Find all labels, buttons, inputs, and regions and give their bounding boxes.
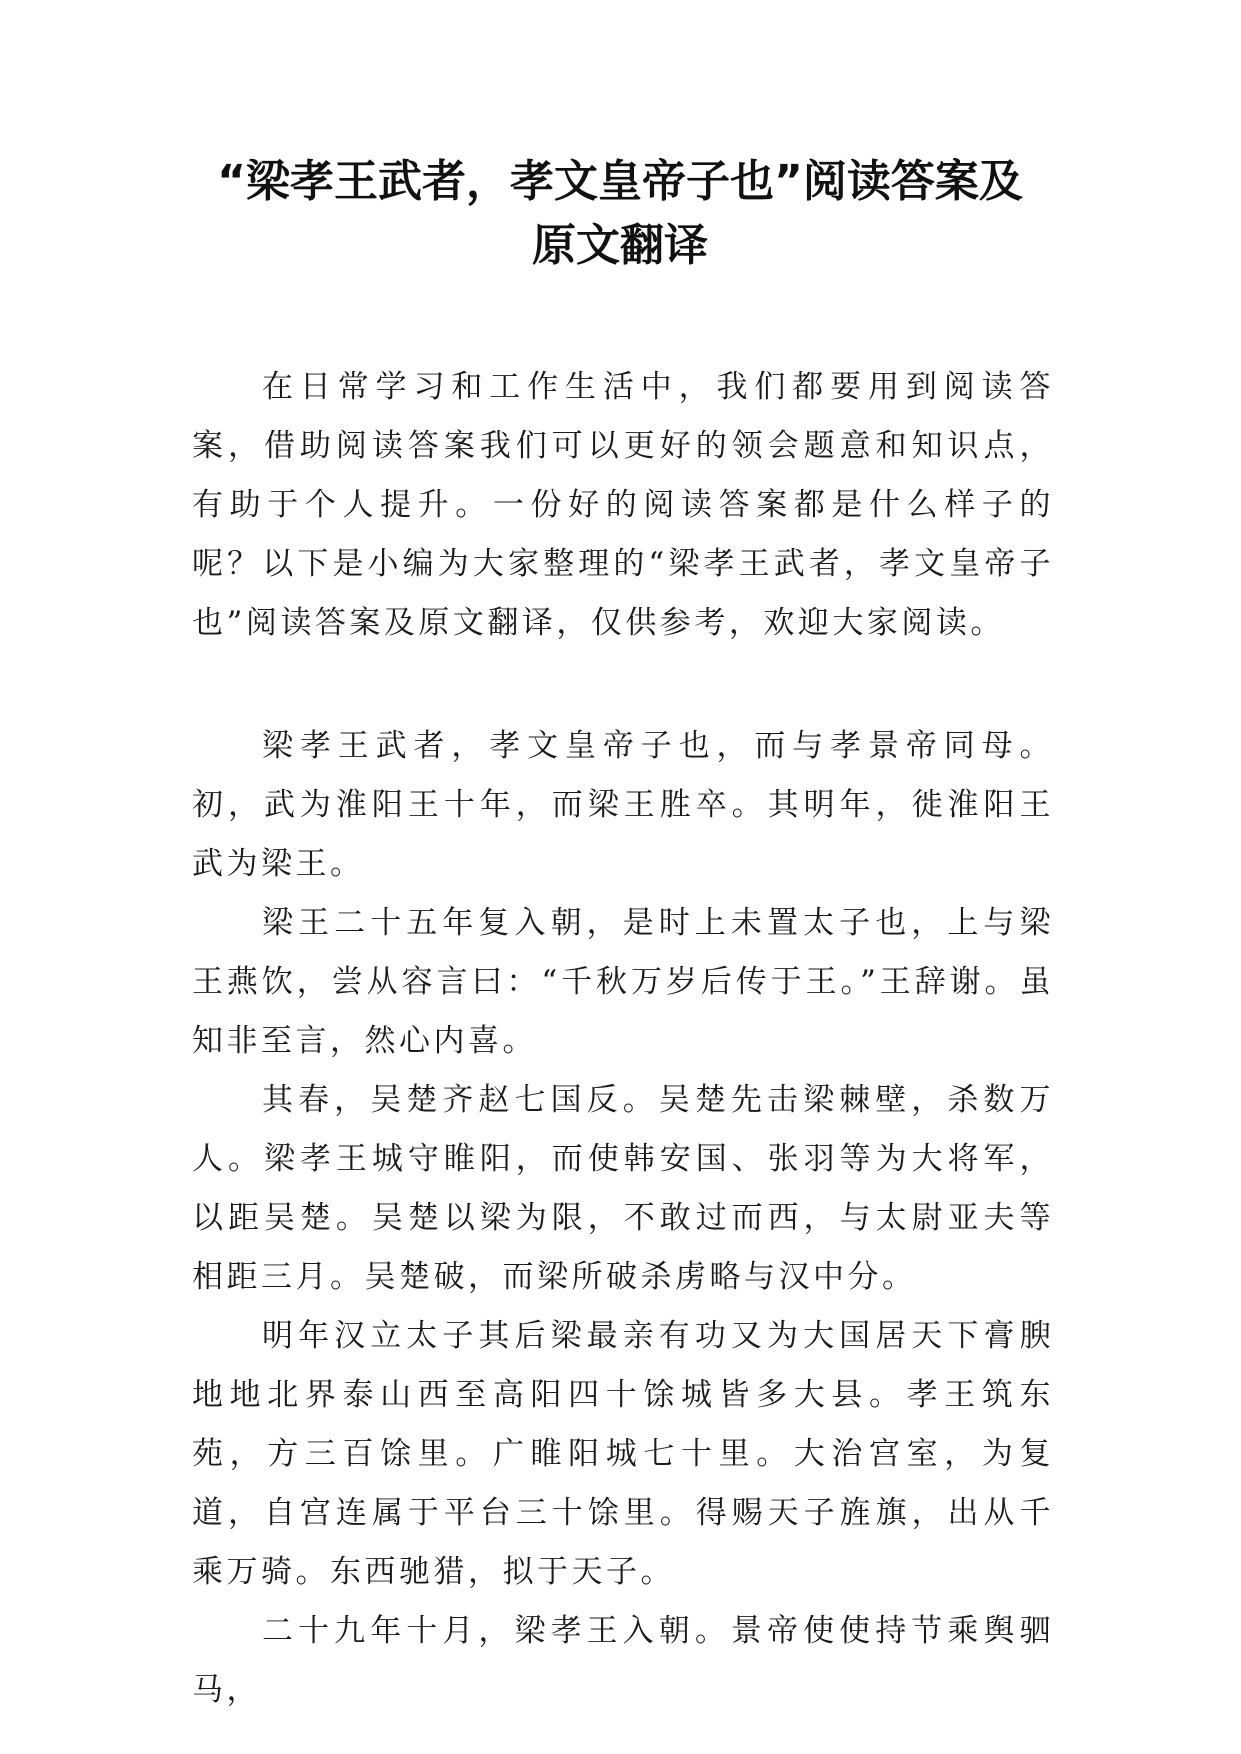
text-paragraph-2: 梁王二十五年复入朝，是时上未置太子也，上与梁王燕饮，尝从容言曰：“千秋万岁后传于王。”王辞谢。虽知非至言，然心内喜。 — [192, 905, 1054, 1059]
title-line-2: 原文翻译 — [532, 220, 708, 271]
title-line-1: “梁孝王武者，孝文皇帝子也”阅读答案及 — [217, 156, 1023, 207]
document-body — [192, 358, 1054, 1720]
section-spacer — [192, 653, 1054, 717]
text-paragraph-5: 二十九年十月，梁孝王入朝。景帝使使持节乘舆驷马， — [192, 1613, 1054, 1708]
intro-paragraph: 在日常学习和工作生活中，我们都要用到阅读答案，借助阅读答案我们可以更好的领会题意和知识点，有助于个人提升。一份好的阅读答案都是什么样子的呢？以下是小编为大家整理的“梁孝王武者，孝文皇帝子也”阅读答案及原文翻译，仅供参考，欢迎大家阅读。 — [192, 369, 1054, 641]
text-paragraph-1: 梁孝王武者，孝文皇帝子也，而与孝景帝同母。初，武为淮阳王十年，而梁王胜卒。其明年，徙淮阳王武为梁王。 — [192, 728, 1054, 882]
text-paragraph-3: 其春，吴楚齐赵七国反。吴楚先击梁棘壁，杀数万人。梁孝王城守睢阳，而使韩安国、张羽等为大将军，以距吴楚。吴楚以梁为限，不敢过而西，与太尉亚夫等相距三月。吴楚破，而梁所破杀虏略与汉中分。 — [192, 1082, 1054, 1295]
document-title — [150, 150, 1090, 278]
text-paragraph-4: 明年汉立太子其后梁最亲有功又为大国居天下膏腴地地北界泰山西至高阳四十馀城皆多大县。孝王筑东苑，方三百馀里。广睢阳城七十里。大治宫室，为复道，自宫连属于平台三十馀里。得赐天子旌旗，出从千乘万骑。东西驰猎，拟于天子。 — [192, 1318, 1054, 1590]
